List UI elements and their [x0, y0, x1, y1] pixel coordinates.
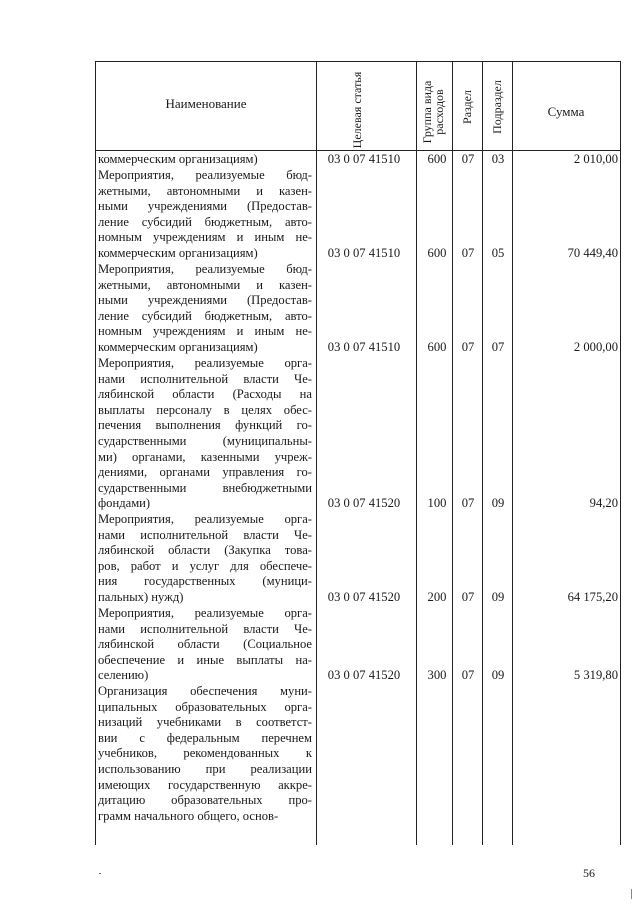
row-target-article: 03 0 07 41510 [327, 340, 401, 354]
row-target-article: 03 0 07 41520 [327, 496, 401, 511]
description-line: учебников, рекомендованных к [98, 746, 312, 761]
row-expense-group: 600 [427, 246, 447, 260]
row-description [98, 512, 312, 606]
table-border-left [95, 61, 96, 845]
row-expense-group: 600 [427, 340, 447, 354]
column-divider-section [452, 61, 453, 845]
header-target-article: Целевая статья [350, 71, 364, 149]
row-description [98, 606, 312, 684]
table-border-right [620, 61, 621, 845]
row-description [98, 152, 312, 168]
description-line: лябинской области (Закупка това- [98, 543, 312, 558]
description-line: дениями, органами управления го- [98, 465, 312, 480]
description-line: низаций учебниками в соответст- [98, 715, 312, 730]
column-divider-subsection [482, 61, 483, 845]
row-description [98, 262, 312, 356]
description-line: нами исполнительной власти Че- [98, 621, 312, 636]
description-line: номным учреждениям и иным не- [98, 324, 312, 339]
row-section: 07 [461, 668, 475, 683]
row-expense-group: 600 [427, 152, 447, 166]
description-line: жетными, автономными и казен- [98, 277, 312, 292]
column-divider-group [416, 61, 417, 845]
row-subsection: 07 [491, 340, 505, 354]
header-name: Наименование [165, 96, 247, 111]
row-target-article: 03 0 07 41520 [327, 590, 401, 604]
description-line: нами исполнительной власти Че- [98, 527, 312, 542]
row-section: 07 [461, 496, 475, 511]
description-line: ными учреждениями (Предостав- [98, 293, 312, 308]
row-section: 07 [461, 246, 475, 260]
description-line: ми) органами, казенными учреж- [98, 449, 312, 464]
row-sum: 64 175,20 [567, 590, 618, 604]
description-line: номным учреждениям и иным не- [98, 230, 312, 245]
header-section: Раздел [460, 90, 474, 124]
description-line: нами исполнительной власти Че- [98, 371, 312, 386]
description-line: ципальных образовательных орга- [98, 699, 312, 714]
header-subsection: Подраздел [490, 80, 504, 134]
description-line: вии с федеральным перечнем [98, 730, 312, 745]
description-line: дитацию образовательных про- [98, 793, 312, 808]
description-line: коммерческим организациям) [98, 339, 258, 354]
row-sum: 2 010,00 [573, 152, 618, 166]
description-line: ния государственных (муници- [98, 574, 312, 589]
row-expense-group: 300 [427, 668, 447, 683]
description-line: ление субсидий бюджетным, авто- [98, 308, 312, 323]
row-description [98, 168, 312, 262]
description-line: лябинской области (Социальное [98, 637, 312, 652]
description-line: использованию при реализации [98, 761, 312, 776]
description-line: лябинской области (Расходы на [98, 387, 312, 402]
description-line: пальных) нужд) [98, 589, 184, 604]
scan-mark [631, 889, 632, 899]
row-section: 07 [461, 590, 475, 604]
description-line: Мероприятия, реализуемые орга- [98, 606, 312, 620]
row-target-article: 03 0 07 41510 [327, 246, 401, 260]
row-sum: 5 319,80 [573, 668, 618, 683]
description-line: обеспечение и иные выплаты на- [98, 652, 312, 667]
description-line: Мероприятия, реализуемые бюд- [98, 262, 312, 276]
description-line: грамм начального общего, основ- [98, 808, 279, 823]
row-section: 07 [461, 340, 475, 354]
row-description [98, 356, 312, 512]
description-line: ление субсидий бюджетным, авто- [98, 214, 312, 229]
description-line: имеющих государственную аккре- [98, 777, 312, 792]
row-expense-group: 200 [427, 590, 447, 604]
description-line: печения выполнения функций го- [98, 418, 312, 433]
header-sum: Сумма [547, 104, 585, 119]
row-subsection: 03 [491, 152, 505, 166]
row-sum: 94,20 [589, 496, 618, 511]
row-subsection: 05 [491, 246, 505, 260]
row-sum: 70 449,40 [567, 246, 618, 260]
header-expense-group: Группа вида расходов [420, 80, 446, 144]
description-line: ными учреждениями (Предостав- [98, 199, 312, 214]
description-line: сударственными внебюджетными [98, 480, 312, 495]
description-line: жетными, автономными и казен- [98, 183, 312, 198]
description-line: сударственными (муниципальны- [98, 433, 312, 448]
column-divider-code [316, 61, 317, 845]
row-sum: 2 000,00 [573, 340, 618, 354]
row-subsection: 09 [491, 668, 505, 683]
row-description [98, 684, 312, 824]
row-subsection: 09 [491, 496, 505, 511]
row-section: 07 [461, 152, 475, 166]
row-expense-group: 100 [427, 496, 447, 511]
description-line: Мероприятия, реализуемые бюд- [98, 168, 312, 182]
description-line: Организация обеспечения муни- [98, 684, 312, 698]
page-number: 56 [583, 866, 595, 880]
row-target-article: 03 0 07 41510 [327, 152, 401, 166]
description-line: Мероприятия, реализуемые орга- [98, 512, 312, 526]
scan-speck [99, 873, 101, 874]
column-divider-sum [512, 61, 513, 845]
description-line: селению) [98, 668, 149, 683]
description-line: выплаты персоналу в целях обес- [98, 402, 312, 417]
description-line: Мероприятия, реализуемые орга- [98, 356, 312, 370]
row-subsection: 09 [491, 590, 505, 604]
description-line: коммерческим организациям) [98, 152, 258, 166]
description-line: фондами) [98, 496, 151, 511]
row-target-article: 03 0 07 41520 [327, 668, 401, 683]
description-line: коммерческим организациям) [98, 245, 258, 260]
description-line: ров, работ и услуг для обеспече- [98, 558, 312, 573]
